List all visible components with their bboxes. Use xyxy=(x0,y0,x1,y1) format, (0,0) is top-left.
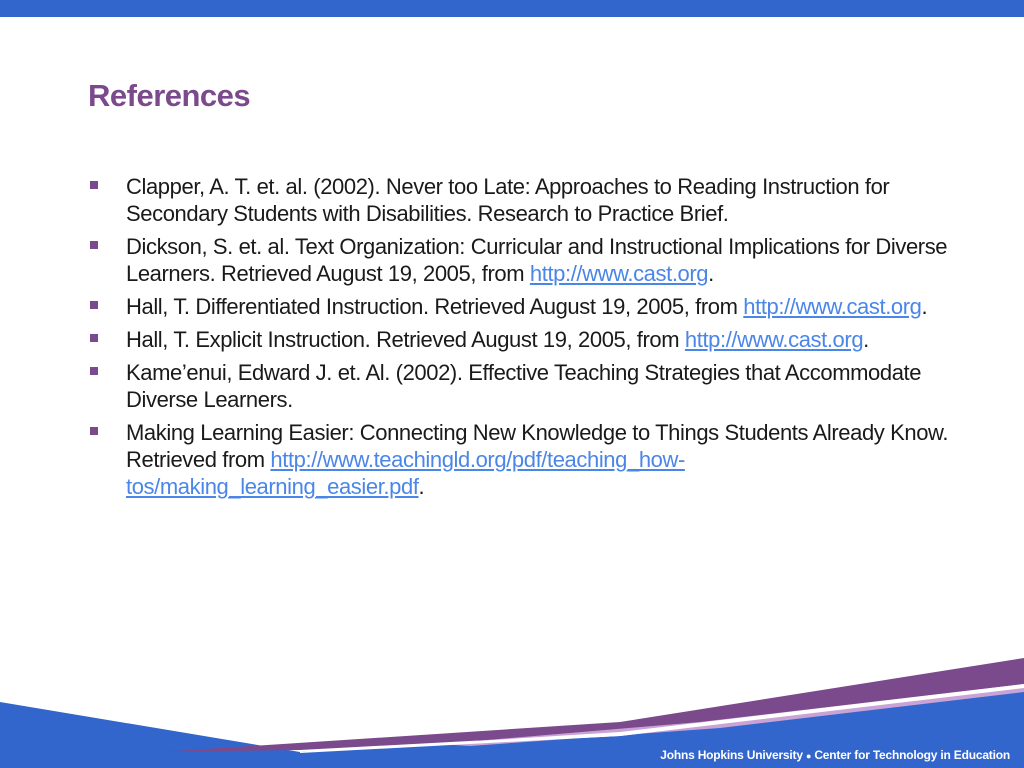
reference-item xyxy=(90,233,950,287)
reference-text: Kame’enui, Edward J. et. Al. (2002). Effective Teaching Strategies that Accommodate Diverse Learners. xyxy=(126,360,922,412)
slide-title: References xyxy=(88,78,251,113)
square-bullet-icon xyxy=(90,334,98,342)
reference-item xyxy=(90,419,950,500)
footer-separator: ● xyxy=(805,751,812,761)
reference-item xyxy=(90,326,950,353)
top-banner xyxy=(0,0,1024,17)
reference-suffix: . xyxy=(418,474,425,499)
reference-link[interactable]: http://www.cast.org xyxy=(743,294,922,319)
footer-center: Center for Technology in Education xyxy=(814,748,1010,762)
square-bullet-icon xyxy=(90,367,98,375)
square-bullet-icon xyxy=(90,301,98,309)
reference-list xyxy=(90,173,950,506)
reference-text: Making Learning Easier: Connecting New Knowledge to Things Students Already Know. Retrieved from xyxy=(126,420,949,472)
footer-credit xyxy=(660,748,1010,762)
reference-link[interactable]: http://www.teachingld.org/pdf/teaching_how-tos/making_learning_easier.pdf xyxy=(126,447,685,499)
reference-text: Dickson, S. et. al. Text Organization: Curricular and Instructional Implications for Diverse Learners. Retrieved August 19, 2005, from xyxy=(126,234,948,286)
reference-text: Clapper, A. T. et. al. (2002). Never too Late: Approaches to Reading Instruction for Secondary Students with Disabilities. Research to Practice Brief. xyxy=(126,174,890,226)
reference-text: Hall, T. Explicit Instruction. Retrieved August 19, 2005, from xyxy=(126,327,685,352)
reference-link[interactable]: http://www.cast.org xyxy=(684,327,864,352)
square-bullet-icon xyxy=(90,241,98,249)
reference-suffix: . xyxy=(708,261,714,286)
reference-item xyxy=(90,173,950,227)
reference-item xyxy=(90,293,950,320)
square-bullet-icon xyxy=(90,181,98,189)
reference-text: Hall, T. Differentiated Instruction. Retrieved August 19, 2005, from xyxy=(126,294,744,319)
reference-suffix: . xyxy=(863,327,869,352)
reference-link[interactable]: http://www.cast.org xyxy=(529,261,709,286)
square-bullet-icon xyxy=(90,427,98,435)
reference-suffix: . xyxy=(921,294,928,319)
footer-institution: Johns Hopkins University xyxy=(660,748,803,762)
reference-item xyxy=(90,359,950,413)
